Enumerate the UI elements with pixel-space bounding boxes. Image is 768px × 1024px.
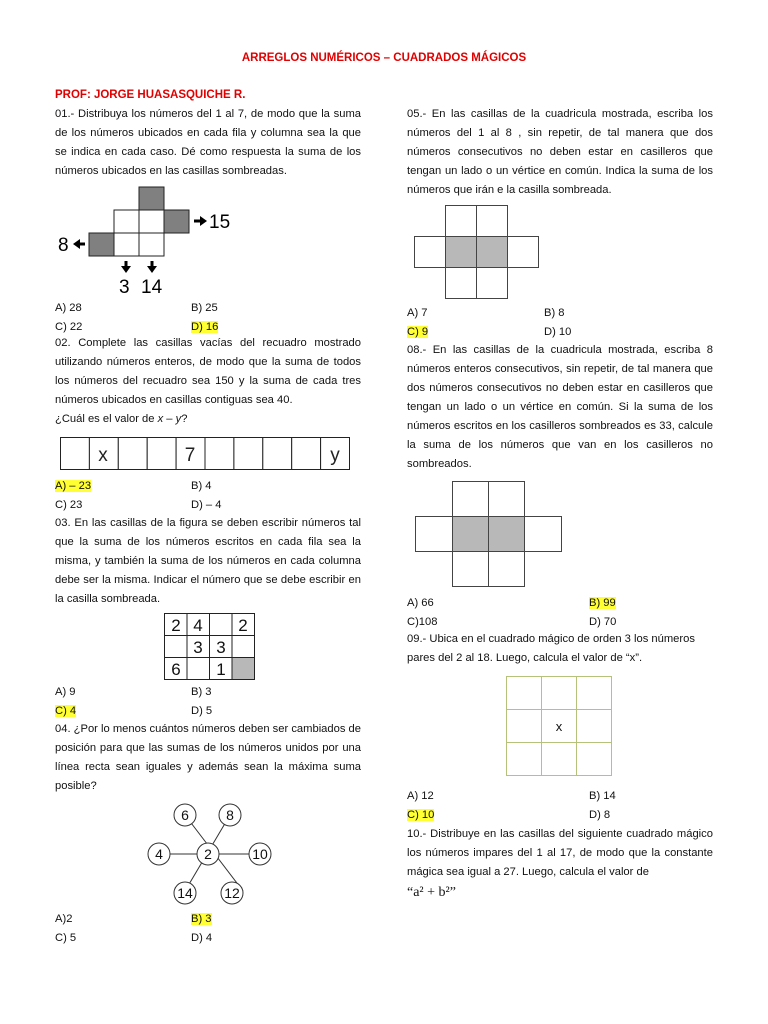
option-c-highlighted: C) 4 — [55, 705, 77, 717]
option-c: C) 23 — [55, 499, 83, 511]
question-1-text: 01.- Distribuya los números del 1 al 7, de modo que la suma de los números ubicados en cada fila y columna sea la que se indica en cada caso. Dé como respuesta la suma de los números ubicados en las casillas sombreadas. — [55, 108, 361, 177]
question-3-figure — [164, 613, 256, 680]
option-a: A) 7 — [407, 307, 428, 319]
option-a: A) 12 — [407, 790, 434, 802]
option-a: A) 66 — [407, 597, 434, 609]
option-d: D) 4 — [191, 932, 213, 944]
arrow-right-icon — [194, 216, 207, 226]
question-9-line-2: pares del 2 al 18. Luego, calcula el valor de “x”. — [407, 652, 643, 664]
shaded-cell — [489, 517, 525, 552]
option-c: C) 22 — [55, 321, 83, 333]
column-sum-label: 3 — [119, 277, 130, 298]
grid-cell — [114, 210, 139, 233]
cell-value: x — [98, 445, 108, 466]
question-4-figure — [140, 799, 280, 909]
cell-value: y — [330, 445, 340, 466]
arrow-down-icon — [121, 261, 131, 273]
question-2-prompt: ¿Cuál es el valor de x – y? — [55, 413, 188, 425]
grid-cell — [139, 210, 164, 233]
option-d: D) 70 — [589, 616, 617, 628]
question-9-figure — [506, 676, 613, 777]
option-b: B) 3 — [191, 686, 212, 698]
cell-value: 2 — [238, 616, 248, 635]
shaded-cell — [477, 237, 508, 268]
option-c: C)108 — [407, 616, 438, 628]
question-5-text: 05.- En las casillas de la cuadricula mostrada, escriba los números del 1 al 8 , sin repetir, de tal manera que dos números consecutivos no deben estar en casilleros que tengan un lado o un vértice en común. Indica la suma de los números que irán e la casilla sombreada. — [407, 108, 713, 196]
question-8-text: 08.- En las casillas de la cuadricula mostrada, escriba 8 números enteros consecutivos, sin repetir, de tal manera que dos números consecutivos no deben estar en casilleros que tengan un lado o un vértice en común. Si la suma de los números escritos en los casilleros sombreados es 33, calcule la suma de los números que van en los casilleros no sombreados. — [407, 344, 713, 470]
node-value: 10 — [252, 846, 268, 862]
question-10-formula: “a² + b²” — [407, 885, 456, 900]
question-1-figure — [55, 184, 245, 298]
node-value: 8 — [226, 807, 234, 823]
column-sum-label: 14 — [141, 277, 163, 298]
shaded-cell — [232, 658, 255, 680]
row-sum-label: 8 — [58, 235, 69, 256]
option-b: B) 4 — [191, 480, 212, 492]
option-d: D) 5 — [191, 705, 213, 717]
option-c-highlighted: C) 10 — [407, 809, 435, 821]
option-b-highlighted: B) 3 — [191, 913, 212, 925]
question-10-text: 10.- Distribuye en las casillas del siguiente cuadrado mágico los números impares del 1 al 17, de modo que la constante mágica sea igual a 27. Luego, calcula el valor de — [407, 828, 713, 878]
option-a-highlighted: A) – 23 — [55, 480, 92, 492]
cell-value: 3 — [193, 638, 203, 657]
question-9-line-1: 09.- Ubica en el cuadrado mágico de orden 3 los números — [407, 633, 695, 645]
grid-cell — [114, 233, 139, 256]
cell-value: 4 — [193, 616, 203, 635]
page-title: ARREGLOS NUMÉRICOS – CUADRADOS MÁGICOS — [241, 52, 527, 64]
option-c-highlighted: C) 9 — [407, 326, 429, 338]
option-a: A) 9 — [55, 686, 76, 698]
node-value: 6 — [181, 807, 189, 823]
shaded-cell — [164, 210, 189, 233]
question-3-text: 03. En las casillas de la figura se deben escribir números tal que la suma de los números escritos en cada fila sea la misma, y también la suma de los números en cada columna debe ser la misma. Indicar el número que se debe escribir en la casilla sombreada. — [55, 517, 361, 605]
shaded-cell — [139, 187, 164, 210]
option-b: B) 14 — [589, 790, 616, 802]
node-value: 4 — [155, 846, 163, 862]
option-d: D) 8 — [589, 809, 611, 821]
author-name: PROF: JORGE HUASASQUICHE R. — [55, 89, 246, 101]
node-value: 2 — [204, 846, 212, 862]
cell-value: 6 — [171, 660, 181, 679]
arrow-left-icon — [73, 239, 85, 249]
option-b: B) 8 — [544, 307, 565, 319]
question-4-text: 04. ¿Por lo menos cuántos números deben ser cambiados de posición para que las sumas de los números unidos por una línea recta sean iguales y además sean la máxima suma posible? — [55, 723, 361, 792]
question-5-figure — [414, 205, 542, 299]
option-d: D) 10 — [544, 326, 572, 338]
cell-value: 1 — [216, 660, 226, 679]
option-c: C) 5 — [55, 932, 77, 944]
row-sum-label: 15 — [209, 212, 231, 233]
arrow-down-icon — [147, 261, 157, 273]
option-b-highlighted: B) 99 — [589, 597, 616, 609]
shaded-cell — [453, 517, 489, 552]
shaded-cell — [446, 237, 477, 268]
shaded-cell — [89, 233, 114, 256]
question-2-text: 02. Complete las casillas vacías del recuadro mostrado utilizando números enteros, de modo que la suma de todos los números del recuadro sea 150 y la suma de cada tres números ubicados en casillas contiguas sea 40. — [55, 337, 361, 406]
question-2-figure — [60, 437, 350, 471]
cell-value: 2 — [171, 616, 181, 635]
node-value: 12 — [224, 885, 240, 901]
cell-value: 3 — [216, 638, 226, 657]
option-a: A)2 — [55, 913, 73, 925]
option-a: A) 28 — [55, 302, 82, 314]
cell-value: x — [555, 719, 563, 734]
option-d-highlighted: D) 16 — [191, 321, 219, 333]
question-8-figure — [415, 481, 563, 588]
option-b: B) 25 — [191, 302, 218, 314]
option-d: D) – 4 — [191, 499, 222, 511]
node-value: 14 — [177, 885, 193, 901]
grid-cell — [139, 233, 164, 256]
cell-value: 7 — [184, 445, 196, 466]
